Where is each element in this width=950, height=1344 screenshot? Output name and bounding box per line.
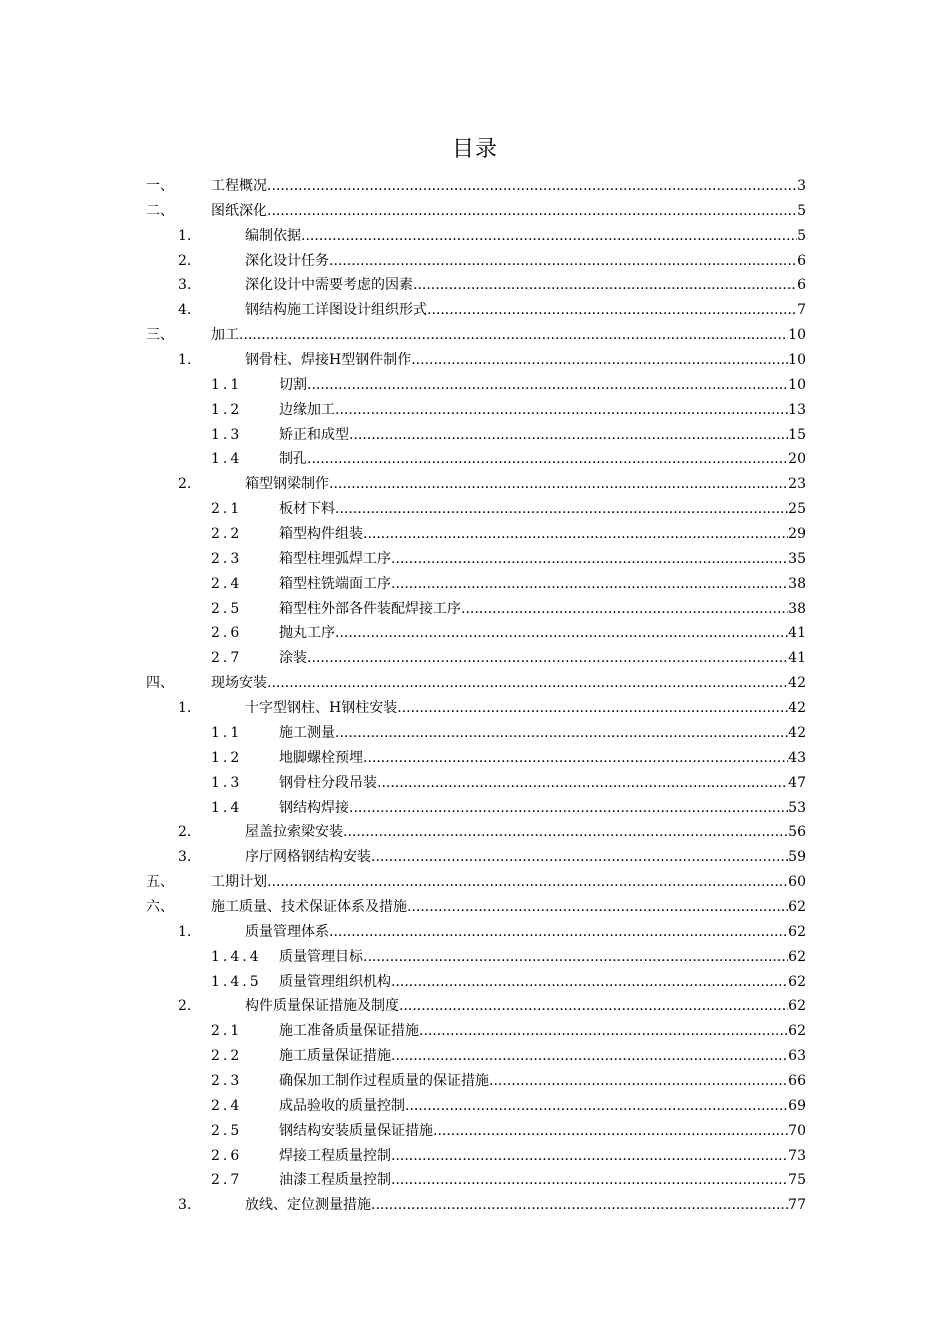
- toc-leader-dots: [349, 423, 788, 448]
- toc-entry[interactable]: [0, 746, 950, 771]
- toc-entry-number: 2.6: [211, 625, 243, 642]
- toc-entry-number: 1.: [178, 352, 192, 369]
- toc-entry[interactable]: [0, 572, 950, 597]
- toc-entry-title: 施工测量: [279, 724, 335, 741]
- toc-entry-page: 6: [797, 277, 806, 294]
- toc-entry-title: 箱型钢梁制作: [245, 476, 329, 493]
- toc-entry-page: 62: [788, 998, 806, 1015]
- toc-entry-number: 2.: [178, 824, 192, 841]
- toc-entry-title: 施工质量保证措施: [279, 1048, 391, 1065]
- toc-leader-dots: [407, 895, 788, 920]
- toc-entry-number: 2.: [178, 476, 192, 493]
- toc-entry-number: 2.2: [211, 526, 243, 543]
- toc-entry[interactable]: [0, 373, 950, 398]
- toc-entry-number: 2.7: [211, 650, 243, 667]
- toc-entry-number: 1.: [178, 923, 192, 940]
- toc-entry-title: 矫正和成型: [279, 426, 349, 443]
- toc-leader-dots: [335, 398, 788, 423]
- toc-entry-page: 7: [797, 302, 806, 319]
- toc-leader-dots: [413, 273, 797, 298]
- toc-entry-title: 油漆工程质量控制: [279, 1172, 391, 1189]
- toc-leader-dots: [307, 373, 788, 398]
- toc-leader-dots: [239, 323, 788, 348]
- toc-entry[interactable]: [0, 249, 950, 274]
- toc-entry[interactable]: [0, 895, 950, 920]
- toc-entry-page: 10: [788, 327, 806, 344]
- toc-entry-title: 边缘加工: [279, 401, 335, 418]
- toc-leader-dots: [335, 621, 788, 646]
- toc-entry[interactable]: [0, 1144, 950, 1169]
- toc-entry-title: 箱型柱外部各件装配焊接工序: [279, 600, 461, 617]
- toc-entry[interactable]: [0, 970, 950, 995]
- toc-entry-title: 构件质量保证措施及制度: [245, 998, 399, 1015]
- toc-entry-title: 箱型柱埋弧焊工序: [279, 550, 391, 567]
- toc-entry-page: 62: [788, 973, 806, 990]
- toc-entry-number: 2.1: [211, 501, 243, 518]
- toc-entry-page: 13: [788, 401, 806, 418]
- toc-entry[interactable]: [0, 1044, 950, 1069]
- toc-entry-title: 质量管理目标: [279, 948, 363, 965]
- toc-entry-number: 2.5: [211, 600, 243, 617]
- toc-entry-page: 29: [788, 526, 806, 543]
- toc-entry-page: 10: [788, 352, 806, 369]
- toc-entry-title: 屋盖拉索梁安装: [245, 824, 343, 841]
- toc-entry[interactable]: [0, 721, 950, 746]
- toc-leader-dots: [391, 970, 788, 995]
- toc-entry[interactable]: [0, 870, 950, 895]
- toc-leader-dots: [329, 249, 797, 274]
- toc-entry-number: 2.1: [211, 1023, 243, 1040]
- toc-entry-title: 地脚螺栓预埋: [279, 749, 363, 766]
- toc-entry-number: 1.2: [211, 749, 243, 766]
- toc-entry[interactable]: [0, 348, 950, 373]
- toc-entry-page: 25: [788, 501, 806, 518]
- toc-entry-page: 41: [788, 650, 806, 667]
- page-title: 目录: [451, 137, 498, 162]
- toc-leader-dots: [397, 696, 788, 721]
- toc-leader-dots: [301, 224, 797, 249]
- toc-entry-number: 1.1: [211, 376, 243, 393]
- toc-entry[interactable]: [0, 820, 950, 845]
- toc-entry-title: 施工准备质量保证措施: [279, 1023, 419, 1040]
- toc-leader-dots: [391, 572, 788, 597]
- toc-entry-page: 20: [788, 451, 806, 468]
- toc-entry-title: 切割: [279, 376, 307, 393]
- toc-entry-number: 2.3: [211, 550, 243, 567]
- toc-leader-dots: [489, 1069, 788, 1094]
- toc-entry-number: 1.3: [211, 426, 243, 443]
- toc-leader-dots: [329, 920, 788, 945]
- toc-entry-number: 四、: [146, 675, 174, 692]
- toc-entry-number: 一、: [146, 178, 174, 194]
- toc-entry-title: 放线、定位测量措施: [245, 1197, 371, 1214]
- toc-entry-page: 43: [788, 749, 806, 766]
- toc-entry[interactable]: [0, 298, 950, 323]
- toc-entry-number: 3.: [178, 849, 192, 866]
- toc-entry-number: 2.: [178, 252, 192, 269]
- toc-leader-dots: [411, 348, 788, 373]
- toc-entry-number: 3.: [178, 277, 192, 294]
- toc-leader-dots: [391, 1168, 788, 1193]
- toc-entry-number: 2.4: [211, 1097, 243, 1114]
- toc-entry-page: 63: [788, 1048, 806, 1065]
- toc-leader-dots: [267, 199, 797, 224]
- toc-entry-page: 15: [788, 426, 806, 443]
- toc-entry-number: 1.: [178, 700, 192, 717]
- toc-entry-title: 成品验收的质量控制: [279, 1097, 405, 1114]
- toc-entry-page: 6: [797, 252, 806, 269]
- toc-entry[interactable]: [0, 398, 950, 423]
- toc-entry[interactable]: [0, 224, 950, 249]
- toc-entry-page: 42: [788, 724, 806, 741]
- toc-entry[interactable]: [0, 597, 950, 622]
- toc-entry[interactable]: [0, 920, 950, 945]
- toc-entry-page: 60: [788, 874, 806, 891]
- toc-leader-dots: [349, 796, 788, 821]
- toc-entry-page: 42: [788, 700, 806, 717]
- toc-entry-number: 1.1: [211, 724, 243, 741]
- toc-entry-page: 77: [788, 1197, 806, 1214]
- toc-entry-page: 38: [788, 600, 806, 617]
- toc-entry[interactable]: [0, 696, 950, 721]
- toc-entry-number: 2.3: [211, 1072, 243, 1089]
- toc-entry-title: 工程概况: [211, 178, 267, 194]
- toc-entry-page: 10: [788, 376, 806, 393]
- toc-entry-number: 1.2: [211, 401, 243, 418]
- toc-entry-title: 箱型构件组装: [279, 526, 363, 543]
- toc-entry-title: 施工质量、技术保证体系及措施: [211, 898, 407, 915]
- toc-entry-title: 质量管理组织机构: [279, 973, 391, 990]
- toc-entry[interactable]: [0, 771, 950, 796]
- toc-entry-page: 35: [788, 550, 806, 567]
- toc-entry-number: 2.2: [211, 1048, 243, 1065]
- toc-entry-page: 73: [788, 1147, 806, 1164]
- toc-entry-title: 制孔: [279, 451, 307, 468]
- toc-entry-title: 钢骨柱分段吊装: [279, 774, 377, 791]
- toc-entry-page: 66: [788, 1072, 806, 1089]
- toc-entry-number: 1.4.4: [211, 948, 262, 965]
- toc-entry-number: 2.6: [211, 1147, 243, 1164]
- toc-entry-title: 涂装: [279, 650, 307, 667]
- toc-entry-title: 图纸深化: [211, 202, 267, 219]
- toc-entry[interactable]: [0, 945, 950, 970]
- toc-entry-page: 62: [788, 1023, 806, 1040]
- toc-entry[interactable]: [0, 174, 950, 199]
- toc-entry-number: 2.7: [211, 1172, 243, 1189]
- toc-entry[interactable]: [0, 994, 950, 1019]
- toc-entry-title: 序厅网格钢结构安装: [245, 849, 371, 866]
- toc-entry-page: 41: [788, 625, 806, 642]
- toc-entry-title: 钢结构焊接: [279, 799, 349, 816]
- toc-entry-title: 板材下料: [279, 501, 335, 518]
- toc-leader-dots: [363, 746, 788, 771]
- toc-entry-page: 56: [788, 824, 806, 841]
- toc-entry-page: 69: [788, 1097, 806, 1114]
- toc-leader-dots: [335, 497, 788, 522]
- toc-leader-dots: [377, 771, 788, 796]
- toc-entry-title: 十字型钢柱、H钢柱安装: [245, 700, 398, 717]
- toc-entry[interactable]: [0, 796, 950, 821]
- toc-entry[interactable]: [0, 1069, 950, 1094]
- toc-entry-title: 加工: [211, 327, 239, 344]
- toc-entry[interactable]: [0, 1168, 950, 1193]
- toc-entry[interactable]: [0, 497, 950, 522]
- toc-entry[interactable]: [0, 1119, 950, 1144]
- toc-leader-dots: [399, 994, 788, 1019]
- toc-entry-title: 焊接工程质量控制: [279, 1147, 391, 1164]
- toc-entry[interactable]: [0, 845, 950, 870]
- toc-entry-title: 编制依据: [245, 227, 301, 244]
- toc-entry-title: 深化设计任务: [245, 252, 329, 269]
- toc-leader-dots: [427, 298, 797, 323]
- toc-leader-dots: [363, 522, 788, 547]
- toc-leader-dots: [343, 820, 788, 845]
- toc-leader-dots: [267, 870, 788, 895]
- toc-entry-page: 75: [788, 1172, 806, 1189]
- toc-leader-dots: [391, 547, 788, 572]
- toc-entry-page: 38: [788, 575, 806, 592]
- toc-leader-dots: [307, 646, 788, 671]
- toc-entry-title: 抛丸工序: [279, 625, 335, 642]
- toc-entry[interactable]: [0, 646, 950, 671]
- toc-entry-page: 23: [788, 476, 806, 493]
- toc-leader-dots: [371, 845, 788, 870]
- toc-entry-number: 2.: [178, 998, 192, 1015]
- toc-entry-number: 1.: [178, 227, 192, 244]
- toc-entry-page: 59: [788, 849, 806, 866]
- toc-entry[interactable]: [0, 522, 950, 547]
- toc-entry[interactable]: [0, 547, 950, 572]
- toc-entry[interactable]: [0, 273, 950, 298]
- toc-entry[interactable]: [0, 472, 950, 497]
- toc-entry[interactable]: [0, 1019, 950, 1044]
- toc-entry-title: 现场安装: [211, 675, 267, 692]
- toc-entry-number: 1.3: [211, 774, 243, 791]
- toc-entry[interactable]: [0, 447, 950, 472]
- toc-entry-page: 5: [797, 227, 806, 244]
- toc-entry-page: 5: [797, 202, 806, 219]
- toc-leader-dots: [371, 1193, 788, 1218]
- toc-leader-dots: [363, 945, 788, 970]
- toc-entry-page: 70: [788, 1122, 806, 1139]
- toc-leader-dots: [307, 447, 788, 472]
- toc-entry-page: 62: [788, 898, 806, 915]
- toc-leader-dots: [267, 671, 788, 696]
- toc-leader-dots: [419, 1019, 788, 1044]
- toc-entry[interactable]: [0, 1193, 950, 1218]
- toc-entry-title: 钢结构施工详图设计组织形式: [245, 302, 427, 319]
- toc-leader-dots: [433, 1119, 788, 1144]
- toc-entry-number: 4.: [178, 302, 192, 319]
- toc-entry-number: 六、: [146, 898, 174, 915]
- toc-entry-page: 42: [788, 675, 806, 692]
- toc-leader-dots: [405, 1094, 788, 1119]
- toc-entry-page: 47: [788, 774, 806, 791]
- toc-entry-number: 2.5: [211, 1122, 243, 1139]
- toc-entry[interactable]: [0, 1094, 950, 1119]
- toc-leader-dots: [329, 472, 788, 497]
- toc-entry-number: 2.4: [211, 575, 243, 592]
- toc-entry[interactable]: [0, 199, 950, 224]
- toc-entry-number: 1.4: [211, 451, 243, 468]
- toc-entry[interactable]: [0, 621, 950, 646]
- toc-entry-number: 1.4.5: [211, 973, 262, 990]
- toc-leader-dots: [391, 1044, 788, 1069]
- toc-entry-number: 3.: [178, 1197, 192, 1214]
- toc-entry-number: 三、: [146, 327, 174, 344]
- toc-entry-number: 五、: [146, 874, 174, 891]
- toc-leader-dots: [461, 597, 788, 622]
- toc-entry-title: 确保加工制作过程质量的保证措施: [279, 1072, 489, 1089]
- toc-entry-number: 1.4: [211, 799, 243, 816]
- toc-entry-title: 质量管理体系: [245, 923, 329, 940]
- toc-entry[interactable]: [0, 671, 950, 696]
- toc-entry-page: 62: [788, 923, 806, 940]
- toc-leader-dots: [391, 1144, 788, 1169]
- toc-entry-page: 53: [788, 799, 806, 816]
- toc-entry-title: 钢结构安装质量保证措施: [279, 1122, 433, 1139]
- toc-entry[interactable]: [0, 323, 950, 348]
- toc-entry-title: 深化设计中需要考虑的因素: [245, 277, 413, 294]
- toc-entry-title: 工期计划: [211, 874, 267, 891]
- toc-leader-dots: [267, 174, 797, 199]
- toc-entry-number: 二、: [146, 202, 174, 219]
- toc-entry-page: 3: [797, 178, 806, 194]
- toc-entry[interactable]: [0, 423, 950, 448]
- toc-entry-page: 62: [788, 948, 806, 965]
- toc-entry-title: 箱型柱铣端面工序: [279, 575, 391, 592]
- toc-leader-dots: [335, 721, 788, 746]
- toc-entry-title: 钢骨柱、焊接H型钢件制作: [245, 352, 412, 369]
